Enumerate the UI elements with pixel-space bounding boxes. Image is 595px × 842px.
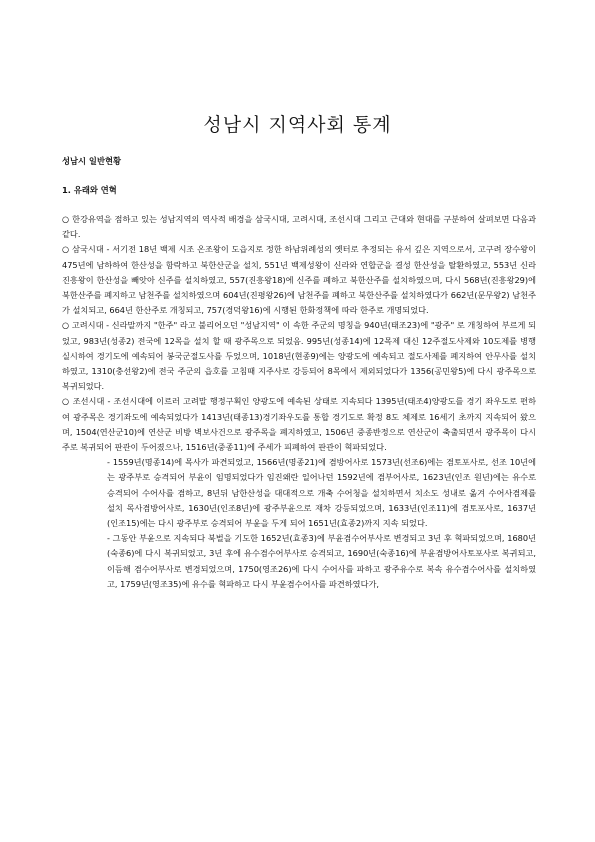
paragraph-intro: ○ 한강유역을 점하고 있는 성남지역의 역사적 배경을 삼국시대, 고려시대, 조선시대 그리고 근대와 현대를 구분하여 살펴보면 다음과 같다.: [62, 214, 536, 240]
sub-paragraph-1559: - 1559년(명종14)에 목사가 파견되었고, 1566년(명종21)에 겸방어사로 1573년(선조6)에는 겸토포사로, 선조 10년에는 광주부로 승격되어 부윤이 임명되었다가 임진왜란 일어나던 1592년에 겸부어사로, 1623년(인조 원년)에는 유수로 승격되어 수어사를 겸하고, 8년뒤 남한산성을 대대적으로 개축 수어청을 설치하면서 치소도 성내로 옮겨 수어사겸제를 설치 목사겸방어사로, 1630년(인조8년)에 광주부윤으로 재차 강등되었으며, 1633년(인조11)에 겸토포사로, 1637년(인조15)에는 다시 광주부로 승격되어 부윤을 두게 되어 1651년(효종2)까지 지속 되었다.: [107, 457, 536, 529]
section-heading: 성남시 일반현황: [62, 156, 121, 166]
sub-paragraph-1652: - 그동안 부윤으로 지속되다 북벌을 기도한 1652년(효종3)에 부윤겸수어부사로 변경되고 3년 후 혁파되었으며, 1680년(숙종6)에 다시 복귀되었고, 3년 후에 유수겸수어부사로 승격되고, 1690년(숙종16)에 부윤겸방어사토포사로 복귀되고, 이듬해 겸수어부사로 변경되었으며, 1750(영조26)에 다시 수어사를 파하고 광주유수로 복속 유수겸수어사를 설치하였고, 1759년(영조35)에 유수를 혁파하고 다시 부윤겸수어사를 파견하였다가,: [107, 533, 536, 589]
subsection-heading: 1. 유래와 연혁: [62, 185, 117, 195]
paragraph-joseon: ○ 조선시대 - 조선시대에 이르러 고려말 행정구획인 양광도에 예속된 상태로 지속되다 1395년(태조4)양광도를 경기 좌우도로 편하여 광주목은 경기좌도에 예속되었다가 1413년(태종13)경기좌우도를 통합 경기도로 확정 8도 체제로 16세기 초까지 지속되어 왔으며, 1504(연산군10)에 연산군 비방 벽보사건으로 광주목을 폐지하였고, 1506년 중종반정으로 연산군이 축출되면서 광주목이 다시 주로 복귀되어 판관이 두어졌으나, 1516년(중종11)에 주세가 피폐하여 판관이 혁파되었다.: [62, 396, 536, 453]
page-title: 성남시 지역사회 통계: [203, 114, 392, 136]
document-body: [62, 212, 536, 592]
paragraph-three-kingdoms: ○ 삼국시대 - 서기전 18년 백제 시조 온조왕이 도읍지로 정한 하남위례성의 옛터로 추정되는 유서 깊은 지역으로서, 고구려 장수왕이 475년에 남하하여 한산성을 함락하고 북한산군을 설치, 551년 백제성왕이 신라와 연합군을 결성 한산성을 탈환하였고, 553년 신라 진흥왕이 한산성을 빼앗아 신주를 설치하였고, 557(진흥왕18)에 신주를 폐하고 북한산주를 설치하였으며, 다시 568년(진흥왕29)에 북한산주를 폐지하고 남천주를 설치하였으며 604년(진평왕26)에 남천주를 폐하고 북한산주를 설치하였다가 662년(문무왕2) 남천주가 설치되고, 664년 한산주로 개칭되고, 757(경덕왕16)에 시행된 한화정책에 따라 한주로 개명되었다.: [62, 244, 536, 316]
paragraph-goryeo: ○ 고려시대 - 신라말까지 "한주" 라고 불리어오던 "성남지역" 이 속한 주군의 명칭을 940년(태조23)에 "광주" 로 개칭하여 부르게 되었고, 983년(성종2) 전국에 12목을 설치 할 때 광주목으로 되었음. 995년(성종14)에 12목제 대신 12주절도사제와 10도제를 병행 실시하여 경기도에 예속되어 봉국군절도사를 두었으며, 1018년(현종9)에는 양광도에 예속되고 절도사제를 폐지하여 안무사를 설치하였고, 1310(충선왕2)에 전국 주군의 읍호를 고침때 지주사로 강등되어 8목에서 제외되었다가 1356(공민왕5)에 다시 광주목으로 복귀되었다.: [62, 320, 536, 392]
